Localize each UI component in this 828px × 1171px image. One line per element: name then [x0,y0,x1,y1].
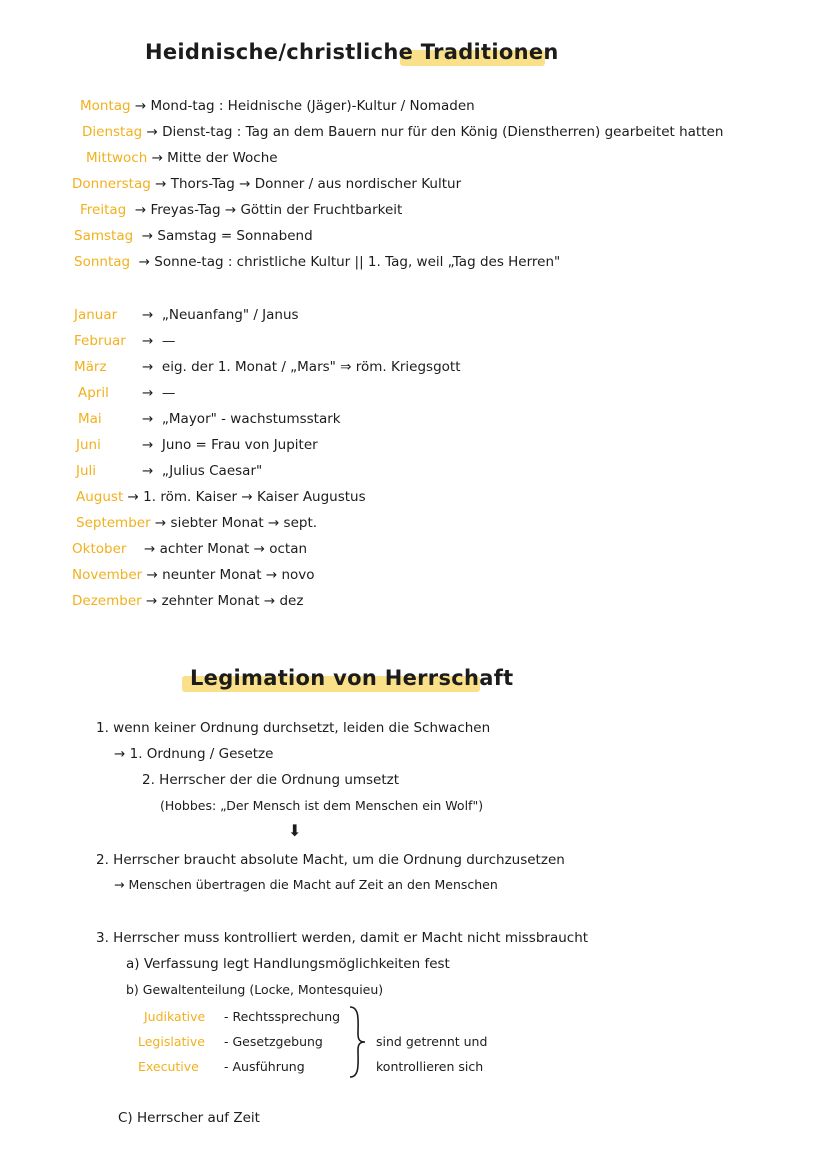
day-name: Montag [80,98,131,114]
hobbes-quote: (Hobbes: „Der Mensch ist dem Menschen ein Wolf") [160,798,484,813]
day-name: Samstag [74,228,134,244]
power-legislative: Legislative - Gesetzgebung [138,1034,323,1049]
list-item: Samstag → Samstag = Sonnabend [74,228,313,244]
list-item: Dezember → zehnter Monat → dez [72,593,304,609]
day-name: Mittwoch [86,150,148,166]
list-item: Januar → „Neuanfang" / Janus [74,307,299,323]
list-item: Sonntag → Sonne-tag : christliche Kultur || 1. Tag, weil „Tag des Herren" [74,254,561,270]
page-title: Heidnische/christliche Traditionen [145,40,559,64]
list-item: Freitag → Freyas-Tag → Göttin der Fruchtbarkeit [80,202,403,218]
month-name: Dezember [72,593,142,609]
day-name: Dienstag [82,124,143,140]
list-item: Mittwoch → Mitte der Woche [86,150,278,166]
curly-brace-icon [346,1004,368,1080]
month-name: Februar [74,333,126,349]
month-name: November [72,567,143,583]
point-3c: C) Herrscher auf Zeit [118,1110,260,1126]
list-item: Juni → Juno = Frau von Jupiter [76,437,318,453]
month-name: Mai [78,411,102,427]
brace-note-1: sind getrennt und [376,1034,488,1049]
point-3: 3. Herrscher muss kontrolliert werden, damit er Macht nicht missbraucht [96,930,589,946]
list-item: April → — [78,385,176,401]
month-name: Oktober [72,541,127,557]
list-item: Dienstag → Dienst-tag : Tag an dem Bauern nur für den König (Dienstherren) gearbeitet hatten [82,124,724,140]
section-title: Legimation von Herrschaft [190,666,514,690]
point-1b: 2. Herrscher der die Ordnung umsetzt [142,772,400,788]
list-item: November → neunter Monat → novo [72,567,315,583]
point-2a: → Menschen übertragen die Macht auf Zeit an den Menschen [114,877,498,892]
month-name: September [76,515,151,531]
list-item: Februar → — [74,333,176,349]
day-name: Sonntag [74,254,131,270]
power-executive: Executive - Ausführung [138,1059,305,1074]
list-item: September → siebter Monat → sept. [76,515,318,531]
list-item: März → eig. der 1. Monat / „Mars" ⇒ röm. Kriegsgott [74,359,461,375]
list-item: Juli → „Julius Caesar" [76,463,263,479]
month-name: Juli [76,463,97,479]
month-name: August [76,489,124,505]
list-item: Montag → Mond-tag : Heidnische (Jäger)-Kultur / Nomaden [80,98,475,114]
list-item: Oktober → achter Monat → octan [72,541,308,557]
month-name: April [78,385,109,401]
month-name: März [74,359,107,375]
month-name: Januar [74,307,118,323]
point-1: 1. wenn keiner Ordnung durchsetzt, leiden die Schwachen [96,720,491,736]
down-arrow-icon: ⬇ [288,821,302,840]
point-3a: a) Verfassung legt Handlungsmöglichkeiten fest [126,956,450,972]
day-name: Donnerstag [72,176,151,192]
list-item: Donnerstag → Thors-Tag → Donner / aus nordischer Kultur [72,176,462,192]
day-name: Freitag [80,202,127,218]
month-name: Juni [76,437,101,453]
power-judikative: Judikative - Rechtssprechung [144,1009,341,1024]
list-item: August → 1. röm. Kaiser → Kaiser Augustus [76,489,366,505]
point-2: 2. Herrscher braucht absolute Macht, um die Ordnung durchzusetzen [96,852,565,868]
point-1a: → 1. Ordnung / Gesetze [114,746,274,762]
point-3b: b) Gewaltenteilung (Locke, Montesquieu) [126,982,384,997]
list-item: Mai → „Mayor" - wachstumsstark [78,411,341,427]
brace-note-2: kontrollieren sich [376,1059,484,1074]
